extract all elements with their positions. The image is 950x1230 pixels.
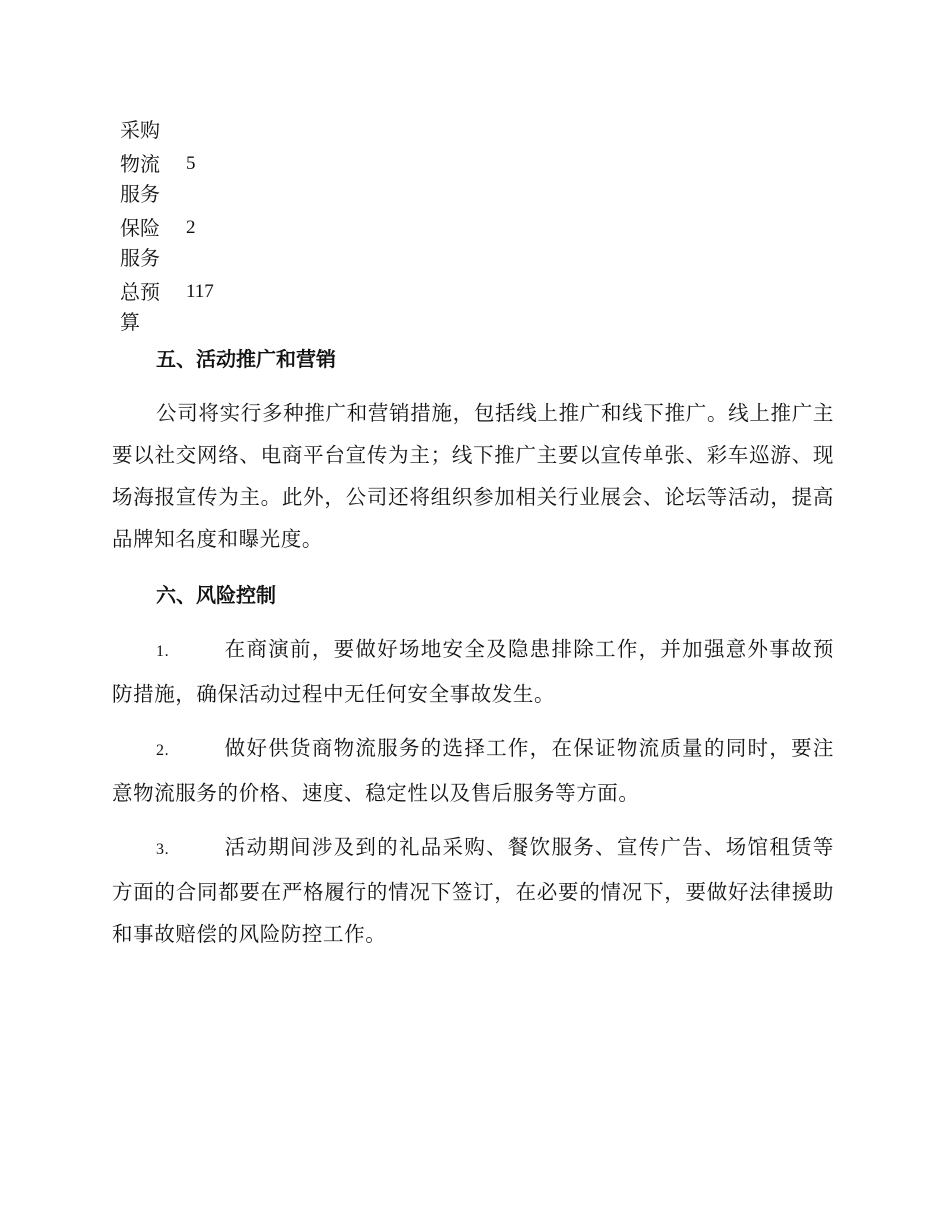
budget-row	[120, 115, 320, 145]
promotion-paragraph: 公司将实行多种推广和营销措施，包括线上推广和线下推广。线上推广主要以社交网络、电商平台宣传为主；线下推广主要以宣传单张、彩车巡游、现场海报宣传为主。此外，公司还将组织参加相关行业展会、论坛等活动，提高品牌知名度和曝光度。	[112, 401, 834, 551]
budget-table	[120, 115, 320, 341]
section-heading-promotion: 五、活动推广和营销	[156, 347, 336, 371]
budget-value: 5	[186, 153, 196, 174]
risk-item-text: 做好供货商物流服务的选择工作，在保证物流质量的同时，要注意物流服务的价格、速度、稳定性以及售后服务等方面。	[112, 736, 834, 805]
budget-row	[120, 149, 320, 209]
section-heading-risk-control: 六、风险控制	[156, 583, 276, 607]
budget-value	[170, 115, 306, 145]
risk-item	[112, 727, 834, 814]
risk-item	[112, 826, 834, 955]
budget-value: 117	[186, 281, 214, 302]
document-body	[112, 340, 834, 967]
budget-item: 物流服务	[120, 152, 160, 206]
risk-item-text: 活动期间涉及到的礼品采购、餐饮服务、宣传广告、场馆租赁等方面的合同都要在严格履行的情况下签订，在必要的情况下，要做好法律援助和事故赔偿的风险防控工作。	[112, 835, 834, 946]
budget-item: 总预算	[120, 280, 160, 334]
budget-item: 采购	[120, 118, 160, 142]
budget-row	[120, 277, 320, 337]
list-number: 2.	[156, 742, 170, 759]
risk-item-text: 在商演前，要做好场地安全及隐患排除工作，并加强意外事故预防措施，确保活动过程中无任何安全事故发生。	[112, 637, 834, 706]
budget-value: 2	[186, 217, 196, 238]
list-number: 1.	[156, 643, 170, 660]
budget-item: 保险服务	[120, 216, 160, 270]
risk-item	[112, 628, 834, 715]
list-number: 3.	[156, 841, 170, 858]
budget-row	[120, 213, 320, 273]
